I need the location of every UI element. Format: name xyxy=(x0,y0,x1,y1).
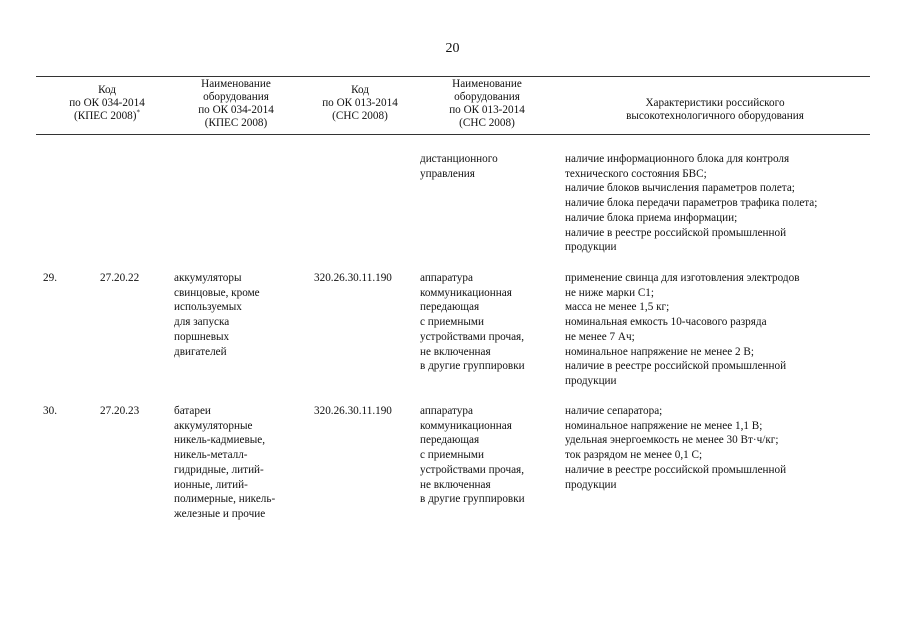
cell-line: полимерные, никель- xyxy=(174,493,276,506)
cell-line: с приемными xyxy=(420,449,484,462)
cell-line: поршневых xyxy=(174,330,230,343)
cell-line: в другие группировки xyxy=(420,360,525,373)
header-line xyxy=(48,110,166,123)
cell-line: устройствами прочая, xyxy=(420,463,524,476)
cell-line: батареи xyxy=(174,405,211,417)
cell-line: двигателей xyxy=(174,345,227,358)
table-header-rule xyxy=(36,134,870,135)
row-29-name-034 xyxy=(174,271,260,359)
header-characteristics xyxy=(560,97,870,123)
cell-line: наличие в реестре российской промышленной xyxy=(565,463,787,476)
row-30-name-034 xyxy=(174,404,275,522)
cell-line: наличие информационного блока для контроля xyxy=(565,153,790,165)
header-line: высокотехнологичного оборудования xyxy=(626,110,804,122)
cell-line: гидридные, литий- xyxy=(174,463,264,476)
header-code-013 xyxy=(306,84,414,123)
row-29-name-013 xyxy=(420,271,525,374)
header-line-text: (КПЕС 2008) xyxy=(74,110,137,122)
header-line: Наименование xyxy=(452,78,522,90)
cell-line: наличие блока передачи параметров трафика полета; xyxy=(565,197,818,210)
cell-line: наличие блоков вычисления параметров полета; xyxy=(565,182,795,195)
footnote-mark: * xyxy=(136,108,140,117)
header-line: Характеристики российского xyxy=(645,97,785,109)
cell-line: передающая xyxy=(420,434,480,447)
cell-line: железные и прочие xyxy=(174,507,266,520)
cell-line: с приемными xyxy=(420,316,484,329)
row-29-number: 29. xyxy=(43,272,57,284)
row-29-code-034: 27.20.22 xyxy=(100,272,140,284)
cell-line: удельная энергоемкость не менее 30 Вт·ч/кг; xyxy=(565,434,779,447)
cell-line: номинальное напряжение не менее 2 В; xyxy=(565,345,754,358)
header-line: оборудования xyxy=(454,91,520,103)
header-line: Код xyxy=(351,84,369,96)
row-29-code-013: 320.26.30.11.190 xyxy=(314,272,392,284)
row-30-code-013: 320.26.30.11.190 xyxy=(314,405,392,417)
header-code-034 xyxy=(48,84,166,123)
header-line: (СНС 2008) xyxy=(332,110,388,122)
cell-line: в другие группировки xyxy=(420,493,525,506)
header-line: по ОК 034-2014 xyxy=(69,97,145,109)
header-line: по ОК 013-2014 xyxy=(322,97,398,109)
cell-line: номинальная емкость 10-часового разряда xyxy=(565,316,767,329)
cell-line: ток разрядом не менее 0,1 С; xyxy=(565,449,703,462)
cell-line: наличие сепаратора; xyxy=(565,405,663,417)
header-name-013 xyxy=(420,78,554,130)
cell-line: не включенная xyxy=(420,345,491,358)
cell-line: свинцовые, кроме xyxy=(174,286,260,299)
cell-line: наличие блока приема информации; xyxy=(565,211,738,224)
cell-line: коммуникационная xyxy=(420,419,512,432)
cell-line: продукции xyxy=(565,241,617,254)
header-line: (СНС 2008) xyxy=(459,117,515,129)
row-30-name-013 xyxy=(420,404,525,507)
cell-line: масса не менее 1,5 кг; xyxy=(565,301,670,314)
cell-line: технического состояния БВС; xyxy=(565,167,707,180)
page-number: 20 xyxy=(445,41,460,56)
cell-line: не менее 7 Ач; xyxy=(565,330,635,343)
cell-line: дистанционного xyxy=(420,153,498,165)
cell-line: аккумуляторные xyxy=(174,419,253,432)
cell-line: продукции xyxy=(565,374,617,387)
header-line: по ОК 013-2014 xyxy=(449,104,525,116)
header-line: (КПЕС 2008) xyxy=(204,117,268,129)
cell-line: не включенная xyxy=(420,478,491,491)
cell-line: используемых xyxy=(174,301,242,314)
row-30-characteristics xyxy=(565,404,786,492)
header-line: по ОК 034-2014 xyxy=(198,104,274,116)
row-0-characteristics xyxy=(565,152,817,255)
cell-line: не ниже марки С1; xyxy=(565,286,655,299)
cell-line: наличие в реестре российской промышленной xyxy=(565,226,787,239)
row-30-number: 30. xyxy=(43,405,57,417)
cell-line: номинальное напряжение не менее 1,1 В; xyxy=(565,419,763,432)
cell-line: наличие в реестре российской промышленной xyxy=(565,360,787,373)
cell-line: устройствами прочая, xyxy=(420,330,524,343)
cell-line: ионные, литий- xyxy=(174,478,248,491)
row-30-code-034: 27.20.23 xyxy=(100,405,140,417)
header-name-034 xyxy=(170,78,302,130)
cell-line: никель-металл- xyxy=(174,449,248,462)
header-line: Наименование xyxy=(201,78,271,90)
row-29-characteristics xyxy=(565,271,799,389)
cell-line: аппаратура xyxy=(420,272,473,284)
cell-line: аппаратура xyxy=(420,405,473,417)
cell-line: аккумуляторы xyxy=(174,272,242,284)
table-top-rule xyxy=(36,76,870,77)
cell-line: управления xyxy=(420,167,475,180)
row-0-name-013 xyxy=(420,152,498,181)
cell-line: передающая xyxy=(420,301,480,314)
header-line: оборудования xyxy=(203,91,269,103)
header-line: Код xyxy=(98,84,116,96)
cell-line: коммуникационная xyxy=(420,286,512,299)
cell-line: для запуска xyxy=(174,316,230,329)
cell-line: никель-кадмиевые, xyxy=(174,434,266,447)
cell-line: применение свинца для изготовления электродов xyxy=(565,272,800,284)
cell-line: продукции xyxy=(565,478,617,491)
